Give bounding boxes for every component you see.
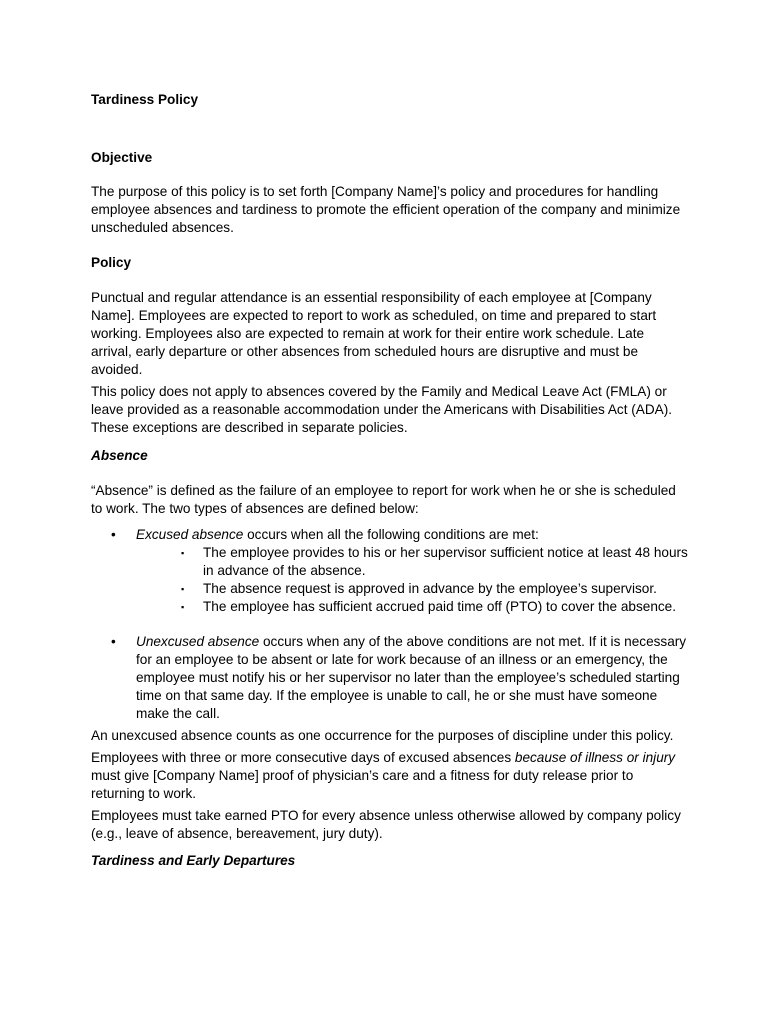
square-bullet-icon: ▪ xyxy=(181,584,185,594)
absence-intro-paragraph: “Absence” is defined as the failure of an employee to report for work when he or she is scheduled to work. The two types of absences are defined below: xyxy=(91,483,676,516)
excused-condition-item xyxy=(91,544,688,580)
unexcused-absence-text: occurs when any of the above conditions are not met. If it is necessary for an employee to be absent or late for work because of an illness or an emergency, the employee must notify his or her supervisor no later than the employee’s scheduled starting time on that same day. If the employee is unable to call, he or she must have someone make the call. xyxy=(136,634,687,721)
bullet-icon: • xyxy=(111,634,116,649)
consecutive-text-italic: because of illness or injury xyxy=(514,750,676,765)
excused-condition-item xyxy=(91,580,688,598)
excused-absence-term: Excused absence xyxy=(136,527,244,542)
square-bullet-icon: ▪ xyxy=(181,548,185,558)
unexcused-absence-term: Unexcused absence xyxy=(136,634,260,649)
excused-condition-text: The employee has sufficient accrued paid time off (PTO) to cover the absence. xyxy=(203,599,677,614)
policy-heading: Policy xyxy=(91,255,132,270)
excused-condition-item xyxy=(91,598,688,616)
excused-condition-text: The employee provides to his or her supervisor sufficient notice at least 48 hours in advance of the absence. xyxy=(203,545,688,578)
consecutive-text-end: must give [Company Name] proof of physician’s care and a fitness for duty release prior to returning to work. xyxy=(91,768,634,801)
excused-absence-text: occurs when all the following conditions are met: xyxy=(243,527,539,542)
tardiness-heading: Tardiness and Early Departures xyxy=(91,853,296,868)
occurrence-paragraph: An unexcused absence counts as one occurrence for the purposes of discipline under this policy. xyxy=(91,728,674,743)
unexcused-absence-item xyxy=(91,633,688,723)
excused-absence-item xyxy=(91,526,688,544)
consecutive-absence-paragraph xyxy=(91,749,688,803)
bullet-icon: • xyxy=(111,527,116,542)
absence-heading: Absence xyxy=(91,448,148,463)
policy-paragraph-1: Punctual and regular attendance is an essential responsibility of each employee at [Company Name]. Employees are expected to report to work as scheduled, on time and prepared to start working. Employees also are expected to remain at work for their entire work schedule. Late arrival, early departure or other absences from scheduled hours are disruptive and must be avoided. xyxy=(91,290,657,377)
objective-heading: Objective xyxy=(91,150,153,165)
square-bullet-icon: ▪ xyxy=(181,602,185,612)
excused-condition-text: The absence request is approved in advance by the employee’s supervisor. xyxy=(203,581,657,596)
objective-paragraph: The purpose of this policy is to set forth [Company Name]’s policy and procedures for handling employee absences and tardiness to promote the efficient operation of the company and minimize unscheduled absences. xyxy=(91,184,681,235)
policy-paragraph-2: This policy does not apply to absences covered by the Family and Medical Leave Act (FMLA) or leave provided as a reasonable accommodation under the Americans with Disabilities Act (ADA). These exceptions are described in separate policies. xyxy=(91,384,673,435)
pto-paragraph: Employees must take earned PTO for every absence unless otherwise allowed by company policy (e.g., leave of absence, bereavement, jury duty). xyxy=(91,808,681,841)
document-title: Tardiness Policy xyxy=(91,92,199,107)
consecutive-text-start: Employees with three or more consecutive days of excused absences xyxy=(91,750,515,765)
